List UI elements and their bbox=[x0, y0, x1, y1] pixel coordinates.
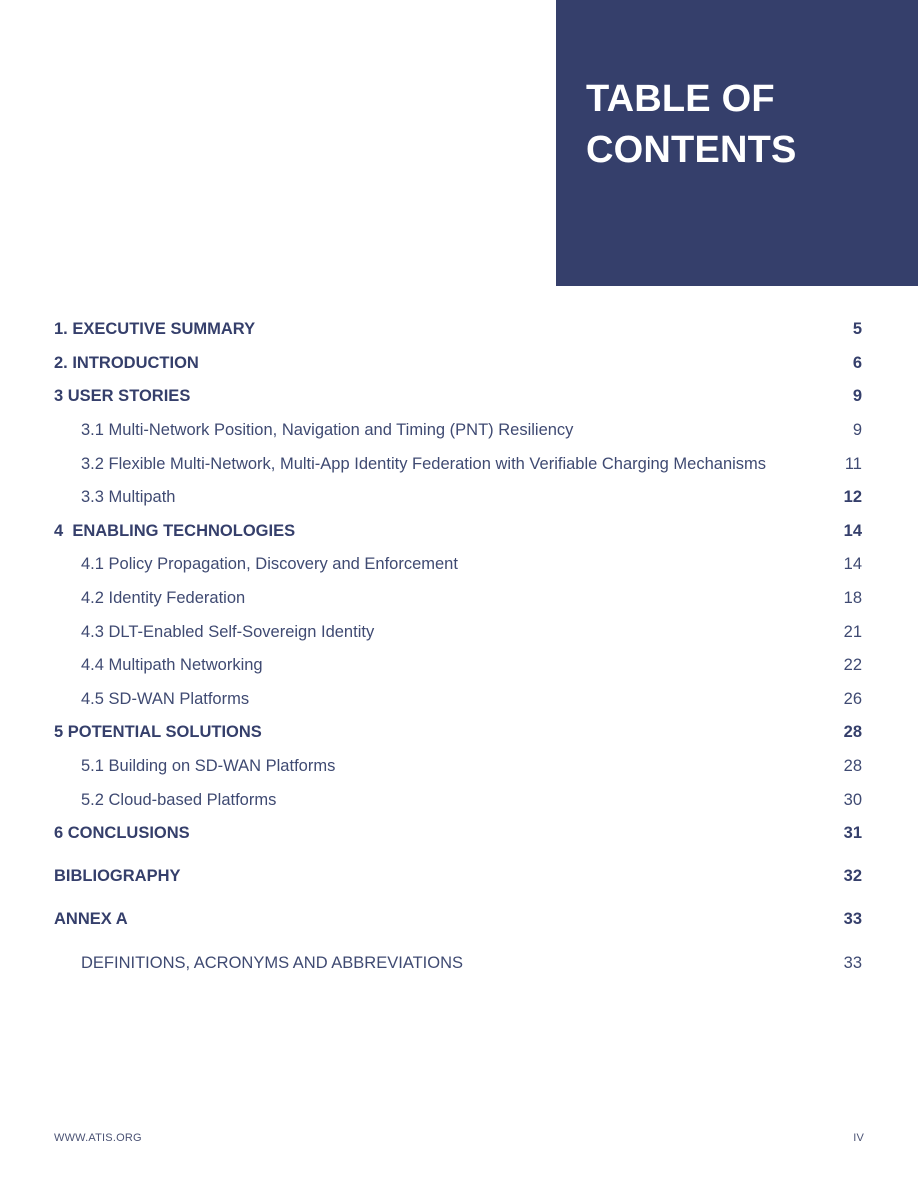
toc-entry-label: 3.2 Flexible Multi-Network, Multi-App Identity Federation with Verifiable Charging Mechanisms bbox=[81, 455, 767, 473]
toc-entry-page: 6 bbox=[852, 354, 862, 372]
toc-entry-page: 12 bbox=[843, 488, 862, 506]
toc-entry-multipath[interactable] bbox=[81, 484, 862, 510]
toc-entry-page: 21 bbox=[843, 623, 862, 641]
toc-entry-label: 1. EXECUTIVE SUMMARY bbox=[54, 320, 256, 338]
toc-entry-potential-solutions[interactable] bbox=[54, 719, 862, 745]
toc-entry-label: BIBLIOGRAPHY bbox=[54, 867, 181, 885]
toc-entry-building-on-sd-wan[interactable] bbox=[81, 753, 862, 779]
toc-entry-page: 32 bbox=[843, 867, 862, 885]
toc-entry-page: 33 bbox=[843, 910, 862, 928]
toc-entry-label: 3.3 Multipath bbox=[81, 488, 176, 506]
toc-entry-label: ANNEX A bbox=[54, 910, 128, 928]
toc-entry-page: 33 bbox=[843, 954, 862, 972]
toc-entry-executive-summary[interactable] bbox=[54, 316, 862, 342]
toc-entry-label: 4.5 SD-WAN Platforms bbox=[81, 690, 250, 708]
toc-entry-page: 30 bbox=[843, 791, 862, 809]
toc-entry-enabling-technologies[interactable] bbox=[54, 518, 862, 544]
toc-entry-bibliography[interactable] bbox=[54, 863, 862, 889]
footer-website: WWW.ATIS.ORG bbox=[54, 1132, 142, 1144]
toc-entry-page: 28 bbox=[843, 723, 862, 741]
toc-entry-page: 14 bbox=[843, 522, 862, 540]
page-title-line-2: CONTENTS bbox=[586, 129, 797, 171]
toc-entry-page: 9 bbox=[852, 387, 862, 405]
toc-entry-introduction[interactable] bbox=[54, 350, 862, 376]
toc-entry-label: 2. INTRODUCTION bbox=[54, 354, 199, 372]
toc-entry-label: 4.3 DLT-Enabled Self-Sovereign Identity bbox=[81, 623, 375, 641]
page-title-line-1: TABLE OF bbox=[586, 78, 775, 120]
toc-entry-page: 5 bbox=[852, 320, 862, 338]
toc-entry-label: 5.1 Building on SD-WAN Platforms bbox=[81, 757, 336, 775]
toc-entry-page: 9 bbox=[852, 421, 862, 439]
toc-entry-label: 4.1 Policy Propagation, Discovery and Enforcement bbox=[81, 555, 458, 573]
toc-entry-page: 22 bbox=[843, 656, 862, 674]
toc-entry-page: 18 bbox=[843, 589, 862, 607]
toc-entry-label: 5.2 Cloud-based Platforms bbox=[81, 791, 277, 809]
toc-entry-label: 5 POTENTIAL SOLUTIONS bbox=[54, 723, 262, 741]
toc-entry-page: 28 bbox=[843, 757, 862, 775]
toc-entry-definitions[interactable] bbox=[81, 950, 862, 976]
toc-entry-annex-a[interactable] bbox=[54, 906, 862, 932]
toc-entry-page: 11 bbox=[844, 455, 862, 473]
toc-entry-multipath-networking[interactable] bbox=[81, 652, 862, 678]
toc-entry-label: 3 USER STORIES bbox=[54, 387, 191, 405]
toc-entry-user-stories[interactable] bbox=[54, 383, 862, 409]
toc-entry-label: 4.4 Multipath Networking bbox=[81, 656, 263, 674]
toc-entry-cloud-platforms[interactable] bbox=[81, 787, 862, 813]
toc-entry-label: 3.1 Multi-Network Position, Navigation and Timing (PNT) Resiliency bbox=[81, 421, 574, 439]
toc-entry-label: 4.2 Identity Federation bbox=[81, 589, 246, 607]
footer-page-number: IV bbox=[853, 1132, 864, 1144]
toc-entry-page: 26 bbox=[843, 690, 862, 708]
toc-entry-identity-federation-charging[interactable] bbox=[81, 451, 862, 477]
toc-entry-page: 31 bbox=[843, 824, 862, 842]
toc-entry-sd-wan-platforms[interactable] bbox=[81, 686, 862, 712]
toc-entry-label: 4 ENABLING TECHNOLOGIES bbox=[54, 522, 296, 540]
toc-entry-label: DEFINITIONS, ACRONYMS AND ABBREVIATIONS bbox=[81, 954, 464, 972]
toc-entry-pnt-resiliency[interactable] bbox=[81, 417, 862, 443]
toc-entry-dlt-identity[interactable] bbox=[81, 619, 862, 645]
toc-entry-policy-propagation[interactable] bbox=[81, 551, 862, 577]
toc-entry-label: 6 CONCLUSIONS bbox=[54, 824, 190, 842]
toc-entry-conclusions[interactable] bbox=[54, 820, 862, 846]
toc-entry-identity-federation[interactable] bbox=[81, 585, 862, 611]
toc-entry-page: 14 bbox=[843, 555, 862, 573]
